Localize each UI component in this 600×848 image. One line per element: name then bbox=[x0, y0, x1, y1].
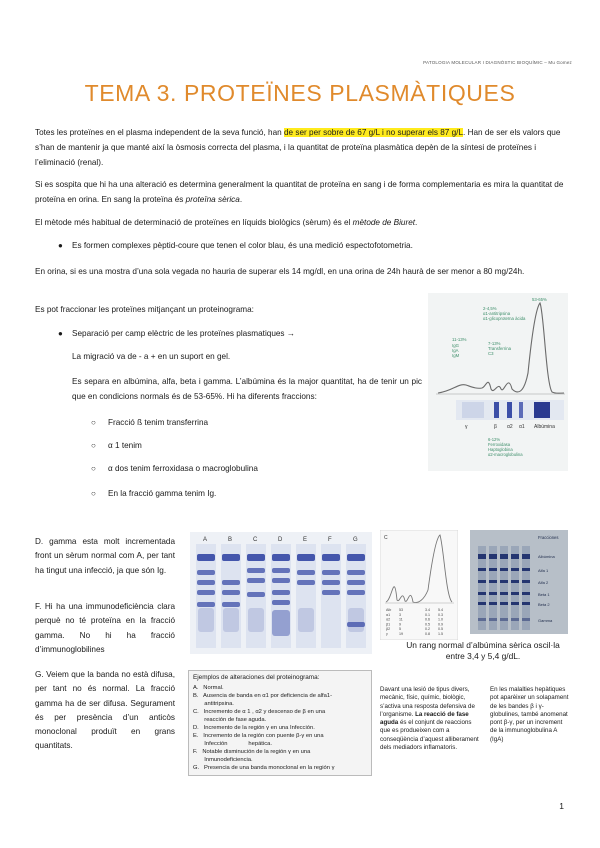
dark-gel-band bbox=[478, 592, 486, 595]
dark-gel-band bbox=[500, 618, 508, 621]
acute-phase-caption bbox=[380, 686, 480, 752]
dark-gel-band bbox=[478, 580, 486, 583]
dark-gel-band bbox=[489, 554, 497, 559]
dark-gel-band bbox=[522, 618, 530, 621]
dark-gel-band bbox=[478, 618, 486, 621]
peak-label: IgG bbox=[452, 343, 459, 348]
gel-band bbox=[322, 554, 340, 561]
peak-label: α2-macroglobulina bbox=[488, 452, 523, 457]
scan-table-cell: 1.0 bbox=[438, 617, 443, 622]
sidenote-d: D. gamma esta molt incrementada front un sèrum normal com A, per tant ha tingut una infecció, ja que són Ig. bbox=[35, 537, 175, 575]
gel-band bbox=[322, 580, 340, 585]
gel-band bbox=[272, 578, 290, 583]
page-title: TEMA 3. PROTEÏNES PLASMÀTIQUES bbox=[84, 80, 516, 106]
gel-band bbox=[247, 578, 265, 583]
gel-band bbox=[297, 580, 315, 585]
circle-bullet: ○ bbox=[91, 418, 96, 427]
dark-gel-fraction-label: Beta 2 bbox=[538, 602, 550, 607]
gel-band bbox=[197, 602, 215, 607]
peak-label: 6-12% bbox=[488, 437, 501, 442]
densitometry-scan-figure bbox=[380, 530, 458, 640]
scan-table-cell: 3.4 bbox=[425, 608, 430, 612]
fraction-item bbox=[91, 461, 258, 476]
example-item: Infección hepática. bbox=[193, 741, 272, 747]
sidenote-f: F. Hi ha una immunodeficiència clara perquè no té proteïna en la fracció gamma. No hi ha fracció d’immunoglobilines bbox=[35, 602, 175, 654]
gel-band bbox=[322, 590, 340, 595]
gel-band-beta bbox=[494, 402, 499, 418]
gel-band bbox=[247, 554, 265, 561]
paragraph-2-text-a: Si es sospita que hi ha una alteració es determina generalment la quantitat de proteïna en sang i de forma complementaria es mira la quantitat de proteïna en orina. En sang la proteïna és bbox=[35, 180, 564, 204]
acute-phase-text-b: és el conjunt de reaccions que es produeixen com a conseqüència d’aquest alliberament dels mediadors inflamatoris. bbox=[380, 719, 479, 752]
peak-label: 53-65% bbox=[532, 297, 547, 302]
scan-table-cell: 5 bbox=[399, 627, 401, 632]
scan-table-cell: γ bbox=[386, 632, 388, 636]
peak-label: Haptoglobina bbox=[488, 447, 513, 452]
gel-band bbox=[222, 602, 240, 607]
dark-gel-fraction-label: Gamma bbox=[538, 618, 553, 623]
paragraph-1-text-b: . Han de ser els valors que s’han de mantenir ja que manté així la òsmosis correcta del plasma, i la quantitat de proteïna plasmàtica depèn de la síntesi de proteïnes i l’eliminació (renal). bbox=[35, 128, 561, 167]
example-item: G. Presencia de una banda monoclonal en la región γ bbox=[193, 765, 335, 771]
gel-band-gamma bbox=[462, 402, 484, 418]
bullet-biuret-text: Es formen complexes pèptid-coure que tenen el color blau, és una medició espectofotometria. bbox=[72, 241, 413, 250]
dark-gel-band bbox=[511, 592, 519, 595]
example-item: reacción de fase aguda. bbox=[193, 717, 267, 723]
gel-band bbox=[272, 554, 290, 561]
gel-band bbox=[222, 554, 240, 561]
paragraph-1-text-a: Totes les proteïnes en el plasma independent de la seva funció, han bbox=[35, 128, 284, 137]
dark-gel-header: Fracciones bbox=[538, 535, 559, 540]
dark-gel-band bbox=[500, 568, 508, 571]
dark-gel-band bbox=[500, 602, 508, 605]
gel-band-gamma-diffuse bbox=[272, 610, 290, 636]
acute-phase-text-a: Davant una lesió de tipus divers, mecànic, físic, químic, biològic, s’activa una resposta defensiva de l’organisme. bbox=[380, 686, 475, 718]
example-item: C. Incremento de α 1 , α2 y descenso de β en una bbox=[193, 709, 326, 715]
gel-band-albumin bbox=[534, 402, 550, 418]
band-label: α1 bbox=[519, 424, 525, 430]
albumin-range-caption: Un rang normal d’albúmina sèrica oscil·la entre 3,4 y 5,4 g/dL. bbox=[406, 640, 560, 661]
dark-gel-band bbox=[522, 568, 530, 571]
dark-gel-band bbox=[522, 602, 530, 605]
dark-gel-band bbox=[511, 618, 519, 621]
gel-band bbox=[222, 590, 240, 595]
peak-label: 2-4,5% bbox=[483, 306, 497, 311]
dark-gel-band bbox=[511, 602, 519, 605]
dark-gel-band bbox=[478, 568, 486, 571]
bullet-proteinogram bbox=[58, 326, 412, 341]
gel-band bbox=[197, 580, 215, 585]
paragraph-3-text-a: El mètode més habitual de determinació de proteïnes en líquids biològics (sèrum) és el bbox=[35, 218, 353, 227]
gel-lanes-figure bbox=[190, 532, 372, 654]
dark-gel-band bbox=[478, 602, 486, 605]
dark-gel-fraction-label: Albúmina bbox=[538, 554, 555, 559]
dark-gel-band bbox=[489, 592, 497, 595]
scan-table-cell: 0.5 bbox=[425, 622, 430, 627]
band-label: γ bbox=[465, 424, 468, 430]
gel-band-gamma-diffuse bbox=[348, 608, 364, 632]
gel-band-alpha1 bbox=[519, 402, 523, 418]
dark-gel-fraction-label: Beta 1 bbox=[538, 592, 550, 597]
scan-table-cell: 11 bbox=[399, 617, 403, 622]
scan-table-cell: Alb bbox=[386, 608, 392, 612]
example-item: antitripsina. bbox=[193, 701, 234, 707]
dark-gel-band bbox=[489, 568, 497, 571]
example-item: B. Ausencia de banda en α1 por deficiencia de alfa1- bbox=[193, 693, 333, 699]
paragraph-2-italic: proteïna sèrica bbox=[185, 195, 240, 204]
dark-gel-band bbox=[511, 580, 519, 583]
dark-gel-band bbox=[489, 580, 497, 583]
paragraph-2-text-b: . bbox=[239, 195, 243, 204]
scan-table-cell: α1 bbox=[386, 612, 391, 617]
peak-label: C3 bbox=[488, 351, 494, 356]
gel-lane-label: B bbox=[228, 537, 233, 543]
peak-label: 7-13% bbox=[488, 341, 501, 346]
dark-gel-fraction-label: Alfa 1 bbox=[538, 568, 549, 573]
gel-band bbox=[347, 570, 365, 575]
gel-band bbox=[247, 592, 265, 597]
scan-table-cell: 53 bbox=[399, 608, 403, 612]
scan-table-cell: 0.2 bbox=[425, 627, 430, 632]
gel-band bbox=[347, 554, 365, 561]
paragraph-3-italic: mètode de Biuret bbox=[352, 218, 416, 227]
circle-bullet: ○ bbox=[91, 441, 96, 450]
dark-gel-band bbox=[478, 554, 486, 559]
gel-band bbox=[197, 570, 215, 575]
examples-box bbox=[188, 670, 372, 776]
gel-band bbox=[297, 554, 315, 561]
peak-label: α1-antitripsina bbox=[483, 311, 511, 316]
peak-label: IgA bbox=[452, 348, 459, 353]
scan-table-cell: 0.9 bbox=[438, 622, 443, 627]
scan-table-cell: 0.5 bbox=[438, 627, 443, 632]
peak-label: Transferrina bbox=[488, 346, 512, 351]
gel-lane-label: D bbox=[278, 537, 283, 543]
dark-gel-band bbox=[511, 568, 519, 571]
gel-band bbox=[322, 570, 340, 575]
paragraph-2 bbox=[35, 177, 565, 207]
peak-label: α1-glicoproteïna àcida bbox=[483, 316, 526, 321]
migration-line: La migració va de - a + en un suport en gel. bbox=[72, 352, 231, 361]
paragraph-3-text-b: . bbox=[415, 218, 418, 227]
electrophoresis-figure bbox=[428, 293, 568, 471]
hepatic-caption: En les malalties hepàtiques pot aparèixer un solapament de les bandes β i γ-globulines, també anomenat pont β-γ, per un increment de la immunoglobulina A (IgA) bbox=[490, 686, 569, 743]
example-item: A. Normal. bbox=[193, 685, 224, 691]
scan-table-cell: β2 bbox=[386, 627, 391, 632]
paragraph-3 bbox=[35, 215, 565, 230]
gel-lane-label: G bbox=[353, 537, 358, 543]
acute-phase-bold: La reacció de fase aguda bbox=[380, 710, 469, 727]
paragraph-4: En orina, si es una mostra d’una sola vegada no hauria de superar els 14 mg/dl, en una orina de 24h haurà de ser menor a 80 mg/24h. bbox=[35, 267, 525, 276]
gel-band bbox=[347, 580, 365, 585]
example-item: E. Incremento de la región con puente β-γ en una bbox=[193, 733, 324, 739]
peak-label: 11-13% bbox=[452, 337, 467, 342]
bullet-proteinogram-text: Separació per camp elèctric de les proteïnes plasmatiques → bbox=[72, 329, 295, 338]
page-number: 1 bbox=[559, 801, 564, 811]
highlighted-range: de ser per sobre de 67 g/L i no superar els 87 g/L bbox=[283, 128, 464, 137]
scan-table-cell: 19 bbox=[399, 632, 403, 636]
circle-bullet: ○ bbox=[91, 489, 96, 498]
dark-gel-band bbox=[522, 592, 530, 595]
dark-gel-band bbox=[500, 554, 508, 559]
fraction-text: Fracció ß tenim transferrina bbox=[108, 418, 209, 427]
circle-bullet: ○ bbox=[91, 464, 96, 473]
peak-label: Ferroxidasa bbox=[488, 442, 511, 447]
scan-table-cell: 0.8 bbox=[425, 632, 430, 636]
gel-band bbox=[297, 570, 315, 575]
bullet-biuret bbox=[58, 238, 562, 253]
band-label: β bbox=[494, 424, 497, 430]
band-label: α2 bbox=[507, 424, 513, 430]
gel-band-gamma-diffuse bbox=[298, 608, 314, 632]
gel-band bbox=[272, 590, 290, 595]
examples-title: Ejemplos de alteraciones del proteinograma: bbox=[193, 674, 320, 681]
dark-gel-band bbox=[500, 580, 508, 583]
fractions-intro: Es separa en albúmina, alfa, beta i gamma. L’albúmina és la major quantitat, ha de tenir un pic que en condicions normals és de 53-65%. Hi ha diferents fraccions: bbox=[72, 377, 422, 401]
gel-lane-label: E bbox=[303, 537, 308, 543]
running-header: PATOLOGIA MOLECULAR I DIAGNÒSTIC BIOQUÍMIC – Mu Gomez bbox=[423, 60, 572, 65]
dark-gel-band bbox=[489, 602, 497, 605]
gel-lane-label: F bbox=[328, 537, 332, 543]
gel-band bbox=[197, 590, 215, 595]
fraction-item bbox=[91, 486, 217, 501]
dark-gel-band bbox=[522, 580, 530, 583]
paragraph-5: Es pot fraccionar les proteïnes mitjançant un proteinograma: bbox=[35, 305, 254, 314]
scan-table-cell: 1.5 bbox=[438, 632, 443, 636]
scan-table-cell: 9 bbox=[399, 622, 401, 627]
dark-gel-band bbox=[489, 618, 497, 621]
bullet-dot: ● bbox=[58, 329, 63, 338]
scan-table-cell: 0.3 bbox=[438, 612, 443, 617]
bullet-dot: ● bbox=[58, 241, 63, 250]
gel-band-alpha2 bbox=[507, 402, 512, 418]
paragraph-1 bbox=[35, 125, 565, 170]
example-item: F. Notable disminución de la región γ en una bbox=[193, 749, 311, 755]
sidenote-g: G. Veiem que la banda no està difusa, per tant no és normal. La fracció gamma ha de ser difusa. Segurament és per presència d’un anticòs monoclonal produït en grans quantitats. bbox=[35, 670, 175, 751]
fraction-text: α 1 tenim bbox=[108, 441, 142, 450]
example-item: Inmunodeficiencia. bbox=[193, 757, 253, 763]
gel-band bbox=[347, 590, 365, 595]
gel-band bbox=[272, 568, 290, 573]
gel-band bbox=[247, 568, 265, 573]
examples-list bbox=[193, 684, 369, 772]
scan-corner-label: C bbox=[384, 535, 388, 541]
gel-band bbox=[272, 600, 290, 605]
fraction-item bbox=[91, 438, 142, 453]
dark-gel-band bbox=[511, 554, 519, 559]
scan-table-cell: α2 bbox=[386, 617, 391, 622]
scan-table-cell: 0.6 bbox=[425, 617, 430, 622]
fraction-item bbox=[91, 415, 209, 430]
scan-table-cell: 3 bbox=[399, 612, 401, 617]
dark-gel-fraction-label: Alfa 2 bbox=[538, 580, 549, 585]
gel-band-gamma-diffuse bbox=[223, 608, 239, 632]
scan-table-cell: 5.4 bbox=[438, 608, 443, 612]
scan-table-cell: β1 bbox=[386, 622, 391, 627]
dark-gel-band bbox=[500, 592, 508, 595]
gel-lane-label: A bbox=[203, 537, 208, 543]
fraction-text: En la fracció gamma tenim Ig. bbox=[108, 489, 217, 498]
dark-gel-figure bbox=[470, 530, 568, 634]
peak-label: IgM bbox=[452, 353, 460, 358]
band-label: Albúmina bbox=[534, 424, 555, 430]
gel-band-gamma-diffuse bbox=[248, 608, 264, 632]
scan-table-cell: 0.1 bbox=[425, 612, 430, 617]
gel-lane-label: C bbox=[253, 537, 258, 543]
gel-band bbox=[197, 554, 215, 561]
dark-gel-band bbox=[522, 554, 530, 559]
example-item: D. Incremento de la región γ en una Infección. bbox=[193, 725, 315, 731]
gel-band bbox=[222, 580, 240, 585]
fraction-text: α dos tenim ferroxidasa o macroglobulina bbox=[108, 464, 258, 473]
scan-frame bbox=[380, 530, 458, 640]
gel-band-gamma-diffuse bbox=[198, 608, 214, 632]
